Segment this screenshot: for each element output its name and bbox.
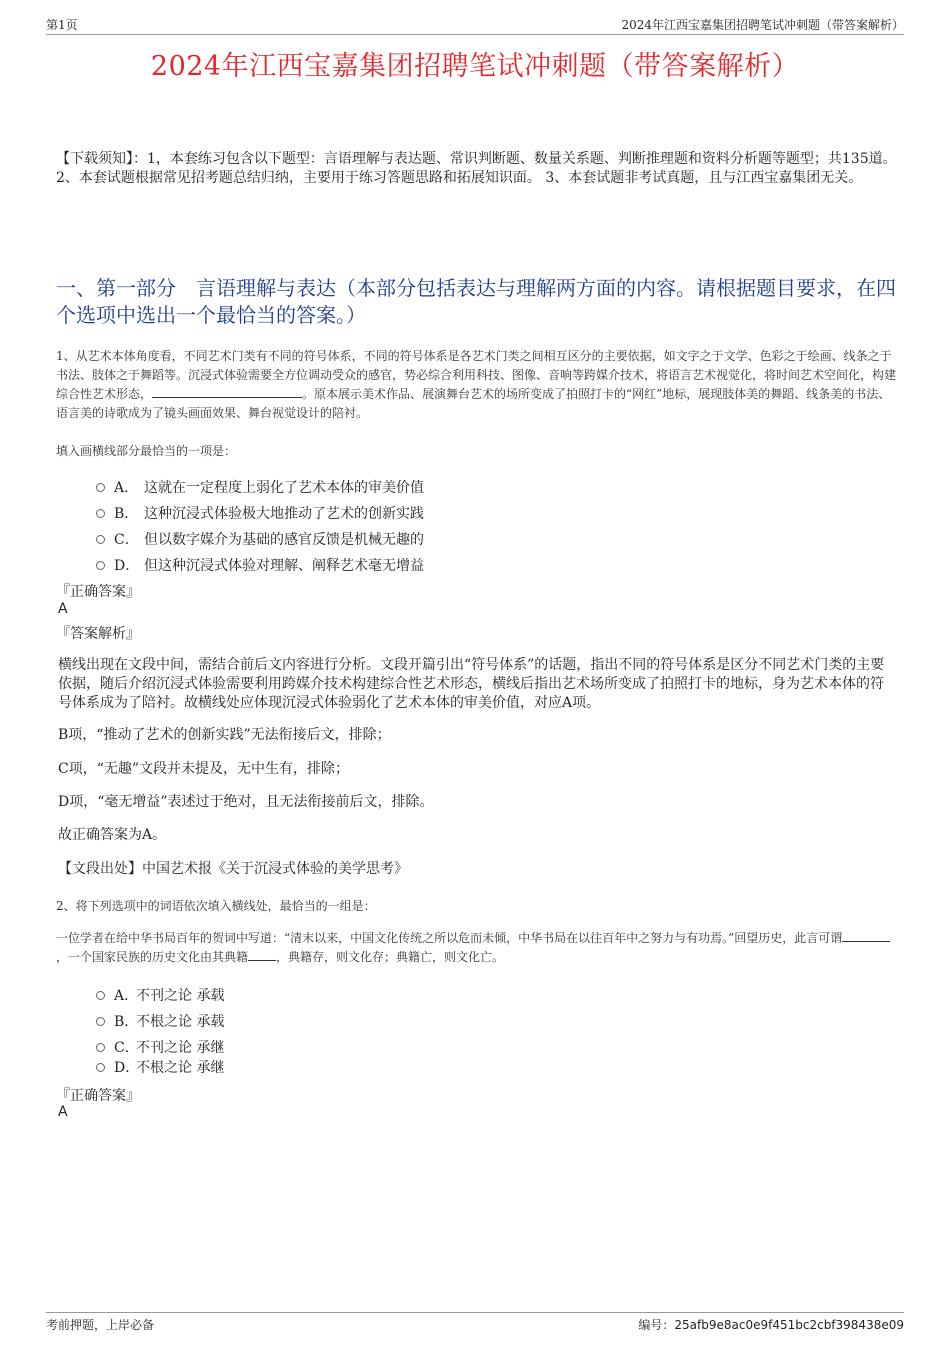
- footer-slogan: 考前押题，上岸必备: [46, 1318, 155, 1332]
- question-2-stem: 2、将下列选项中的词语依次填入横线处，最恰当的一组是：: [56, 899, 376, 913]
- correct-answer: A: [58, 1104, 68, 1120]
- fill-blank-1: [842, 929, 890, 942]
- radio-icon[interactable]: [96, 561, 105, 570]
- correct-answer: A: [58, 601, 68, 617]
- analysis-option-d: D项，“毫无增益”表述过于绝对，且无法衔接前后文，排除。: [58, 794, 434, 810]
- page-header: [46, 14, 904, 35]
- correct-answer-label: 『正确答案』: [56, 1088, 140, 1104]
- analysis-label: 『答案解析』: [56, 626, 140, 642]
- radio-icon[interactable]: [96, 509, 105, 518]
- section-title: 一、第一部分 言语理解与表达（本部分包括表达与理解两方面的内容。请根据题目要求，在四个选项中选出一个最恰当的答案。）: [56, 276, 896, 327]
- question-1-prompt: 填入画横线部分最恰当的一项是：: [56, 444, 237, 458]
- radio-icon[interactable]: [96, 483, 105, 492]
- document-title: 2024年江西宝嘉集团招聘笔试冲刺题（带答案解析）: [150, 51, 800, 82]
- fill-blank-2: [248, 948, 276, 961]
- analysis-option-c: C项，“无趣”文段并未提及，无中生有，排除；: [58, 761, 350, 777]
- fill-blank: [152, 385, 302, 398]
- radio-icon[interactable]: [96, 1063, 105, 1072]
- radio-icon[interactable]: [96, 535, 105, 544]
- analysis-source: 【文段出处】中国艺术报《关于沉浸式体验的美学思考》: [58, 861, 408, 877]
- question-1-text: 1、从艺术本体角度看，不同艺术门类有不同的符号体系，不同的符号体系是各艺术门类之间相互区分的主要依据，如文字之于文学、色彩之于绘画、线条之于书法、肢体之于舞蹈等。沉浸式体验需要全方位调动受众的感官，势必综合利用科技、图像、音响等跨媒介技术，将语言艺术视觉化，将时间艺术空间化，构建综合性艺术形态， 。原本展示美术作品、展演舞台艺术的场所变成了拍照打卡的“网红”地标，展现肢体美的舞蹈、线条美的书法、语言美的诗歌成为了镜头画面效果、舞台视觉设计的陪衬。: [56, 349, 897, 420]
- analysis-option-b: B项，“推动了艺术的创新实践”无法衔接后文，排除；: [58, 727, 391, 743]
- download-notice: 【下载须知】：1，本套练习包含以下题型：言语理解与表达题、常识判断题、数量关系题、判断推理题和资料分析题等题型；共135道。 2、本套试题根据常见招考题总结归纳，主要用于练习答题思路和拓展知识面。 3、本套试题非考试真题，且与江西宝嘉集团无关。: [56, 151, 897, 186]
- footer-code: 编号：25afb9e8ac0e9f451bc2cbf398438e09: [638, 1318, 904, 1332]
- question-2-text: 一位学者在给中华书局百年的贺词中写道：“清末以来，中国文化传统之所以危而未倾，中华书局在以往百年中之努力与有功焉。”回望历史，此言可谓，一个国家民族的历史文化由其典籍 ，典籍存，则文化存；典籍亡，则文化亡。: [56, 929, 898, 967]
- page-number: 第1页: [46, 18, 78, 32]
- analysis-paragraph: 横线出现在文段中间，需结合前后文内容进行分析。文段开篇引出“符号体系”的话题，指出不同的符号体系是区分不同艺术门类的主要依据，随后介绍沉浸式体验需要利用跨媒介技术构建综合性艺术形态，横线后指出艺术场所变成了拍照打卡的地标，身为艺术本体的符号体系成为了陪衬。故横线处应体现沉浸式体验弱化了艺术本体的审美价值，对应A项。: [58, 657, 885, 711]
- radio-icon[interactable]: [96, 1043, 105, 1052]
- page-footer: [46, 1312, 904, 1335]
- correct-answer-label: 『正确答案』: [56, 584, 140, 600]
- radio-icon[interactable]: [96, 1017, 105, 1026]
- header-doc-title: 2024年江西宝嘉集团招聘笔试冲刺题（带答案解析）: [621, 18, 904, 32]
- radio-icon[interactable]: [96, 991, 105, 1000]
- analysis-conclusion: 故正确答案为A。: [58, 827, 167, 843]
